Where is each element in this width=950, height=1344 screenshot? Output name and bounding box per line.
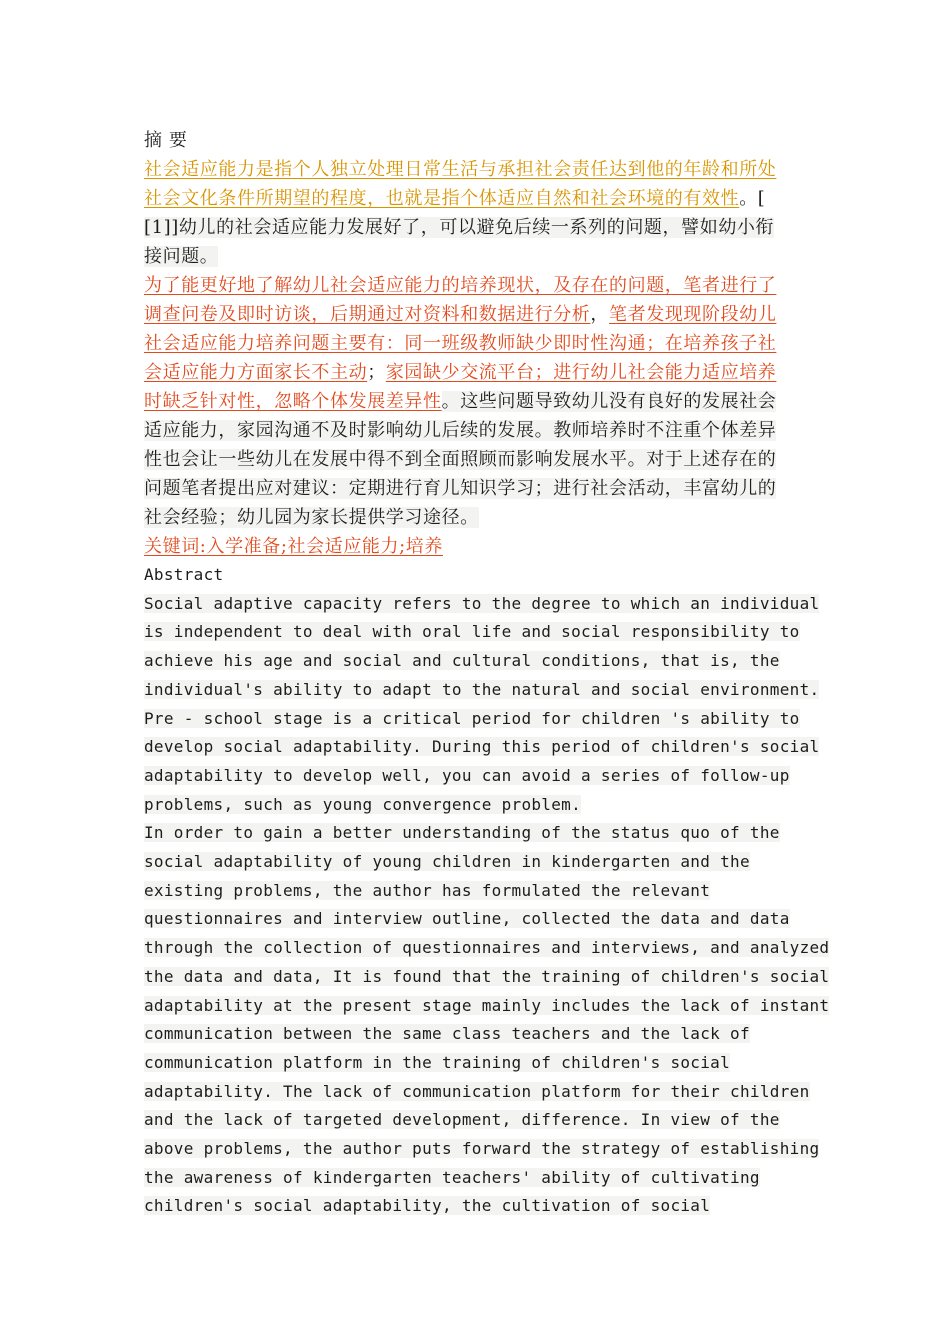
abstract-en-line: In order to gain a better understanding of the status quo of the [144, 823, 780, 843]
citation-bracket: 。[ [739, 188, 766, 209]
abstract-en-line: through the collection of questionnaires and interviews, and analyzed [144, 938, 830, 958]
abstract-en-line: questionnaires and interview outline, collected the data and data [144, 909, 790, 929]
abstract-en-line: communication platform in the training of children's social [144, 1052, 731, 1072]
abstract-en-line: children's social adaptability, the cultivation of social [144, 1196, 711, 1216]
abstract-en-line: above problems, the author puts forward the strategy of establishing [144, 1139, 820, 1159]
abstract-en-line: Pre - school stage is a critical period for children 's ability to [144, 708, 800, 728]
highlighted-findings[interactable]: 时缺乏针对性，忽略个体发展差异性 [144, 391, 442, 412]
abstract-en-line: is independent to deal with oral life and social responsibility to [144, 622, 800, 642]
abstract-cn-text: 问题笔者提出应对建议：定期进行育儿知识学习；进行社会活动，丰富幼儿的 [144, 478, 777, 499]
abstract-cn-text: 社会经验；幼儿园为家长提供学习途径。 [144, 507, 479, 528]
punctuation: ， [590, 304, 610, 325]
abstract-en-line: individual's ability to adapt to the natural and social environment. [144, 679, 820, 699]
abstract-cn-text: 。这些问题导致幼儿没有良好的发展社会 [441, 391, 777, 412]
abstract-en-line: the awareness of kindergarten teachers' ability of cultivating [144, 1167, 760, 1187]
abstract-en [144, 561, 830, 1221]
abstract-en-line: social adaptability of young children in kindergarten and the [144, 852, 750, 872]
abstract-en-line: problems, such as young convergence problem. [144, 794, 582, 814]
abstract-en-line: adaptability at the present stage mainly includes the lack of instant [144, 995, 830, 1015]
highlighted-research-method[interactable]: 调查问卷及即时访谈，后期通过对资料和数据进行分析 [144, 304, 591, 325]
highlighted-research-method[interactable]: 为了能更好地了解幼儿社会适应能力的培养现状，及存在的问题，笔者进行了 [144, 275, 777, 296]
document-page [144, 126, 830, 1221]
highlighted-findings[interactable]: 笔者发现现阶段幼儿 [609, 304, 777, 325]
highlighted-findings[interactable]: 会适应能力方面家长不主动 [144, 362, 368, 383]
highlighted-findings[interactable]: 家园缺少交流平台；进行幼儿社会能力适应培养 [385, 362, 777, 383]
abstract-cn-text: 性也会让一些幼儿在发展中得不到全面照顾而影响发展水平。对于上述存在的 [144, 449, 777, 470]
abstract-en-line: develop social adaptability. During this period of children's social [144, 737, 820, 757]
highlighted-definition-2[interactable]: 社会文化条件所期望的程度，也就是指个体适应自然和社会环境的有效性 [144, 188, 740, 209]
abstract-en-line: the data and data, It is found that the training of children's social [144, 966, 830, 986]
highlighted-findings[interactable]: 社会适应能力培养问题主要有：同一班级教师缺少即时性沟通；在培养孩子社 [144, 333, 777, 354]
abstract-en-line: communication between the same class teachers and the lack of [144, 1024, 750, 1044]
abstract-cn-heading: 摘 要 [144, 130, 188, 151]
abstract-en-line: Social adaptive capacity refers to the degree to which an individual [144, 593, 820, 613]
abstract-en-line: achieve his age and social and cultural conditions, that is, the [144, 651, 780, 671]
abstract-cn-text: 适应能力，家园沟通不及时影响幼儿后续的发展。教师培养时不注重个体差异 [144, 420, 777, 441]
abstract-en-line: existing problems, the author has formulated the relevant [144, 880, 711, 900]
keywords-line[interactable]: 关键词:入学准备;社会适应能力;培养 [144, 536, 443, 557]
punctuation: ； [367, 362, 386, 383]
abstract-en-line: adaptability to develop well, you can avoid a series of follow-up [144, 765, 790, 785]
abstract-en-heading: Abstract [144, 565, 224, 584]
abstract-cn-text: 接问题。 [144, 246, 219, 267]
abstract-en-line: adaptability. The lack of communication platform for their children [144, 1081, 810, 1101]
abstract-en-line: and the lack of targeted development, difference. In view of the [144, 1110, 780, 1130]
highlighted-definition-1[interactable]: 社会适应能力是指个人独立处理日常生活与承担社会责任达到他的年龄和所处 [144, 159, 777, 180]
abstract-cn-text: [1]]幼儿的社会适应能力发展好了，可以避免后续一系列的问题，譬如幼小衔 [144, 217, 775, 238]
